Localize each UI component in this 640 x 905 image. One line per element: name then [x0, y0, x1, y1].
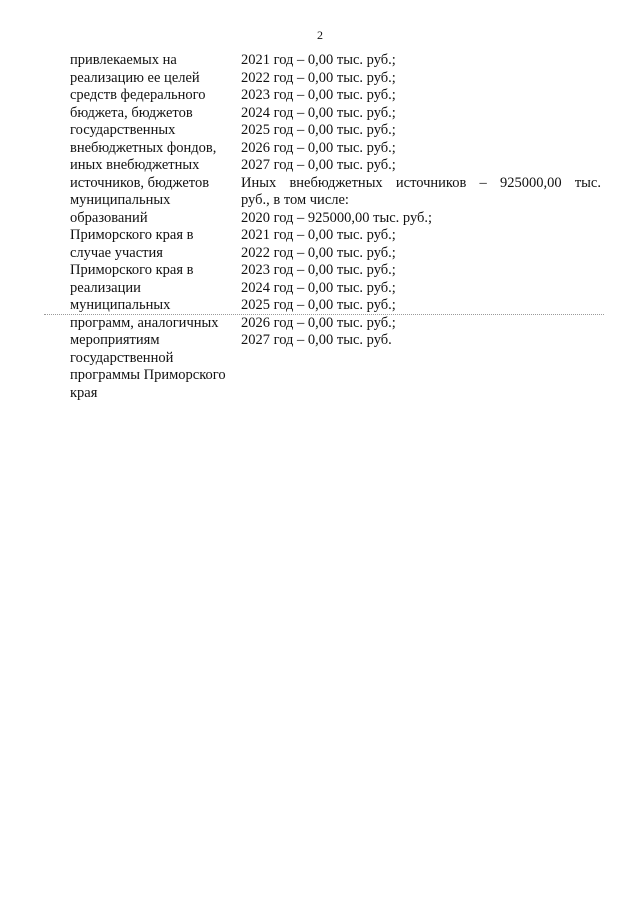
funding-year-line: 2025 год – 0,00 тыс. руб.; — [241, 122, 396, 138]
funding-year-line: 2027 год – 0,00 тыс. руб. — [241, 332, 392, 348]
left-line: мероприятиям — [70, 332, 160, 348]
left-line: программ, аналогичных — [70, 314, 219, 331]
other-sources-word: Иных — [241, 174, 277, 191]
funding-year-line: 2023 год – 0,00 тыс. руб.; — [241, 87, 396, 103]
left-line: средств федерального — [70, 87, 206, 103]
other-sources-word: 925000,00 — [499, 174, 562, 191]
left-line: программы Приморского — [70, 367, 226, 383]
left-line: государственных — [70, 122, 176, 138]
funding-year-line: 2024 год – 0,00 тыс. руб.; — [241, 104, 396, 121]
funding-year-line: 2023 год – 0,00 тыс. руб.; — [241, 262, 396, 278]
other-sources-heading — [241, 175, 601, 193]
funding-year-line: 2026 год – 0,00 тыс. руб.; — [241, 139, 396, 156]
other-sources-word: источников — [395, 174, 467, 191]
left-line: муниципальных — [70, 297, 171, 313]
left-line: привлекаемых на — [70, 52, 177, 68]
left-line: реализацию ее целей — [70, 69, 200, 86]
funding-year-line: 2020 год – 925000,00 тыс. руб.; — [241, 209, 433, 226]
left-line: внебюджетных фондов, — [70, 139, 217, 156]
left-line: иных внебюджетных — [70, 157, 200, 173]
other-sources-word: внебюджетных — [289, 174, 383, 191]
funding-year-line: 2022 год – 0,00 тыс. руб.; — [241, 244, 396, 261]
funding-year-line: 2021 год – 0,00 тыс. руб.; — [241, 227, 396, 243]
funding-year-line: 2026 год – 0,00 тыс. руб.; — [241, 314, 396, 331]
other-sources-word: – — [479, 174, 487, 191]
left-line: края — [70, 384, 98, 401]
funding-year-line: 2022 год – 0,00 тыс. руб.; — [241, 69, 396, 86]
left-line: реализации — [70, 279, 141, 296]
other-sources-continuation: руб., в том числе: — [241, 192, 349, 208]
left-line: государственной — [70, 349, 174, 366]
funding-year-line: 2027 год – 0,00 тыс. руб.; — [241, 157, 396, 173]
left-line: случае участия — [70, 244, 163, 261]
left-line: источников, бюджетов — [70, 174, 210, 191]
left-line: муниципальных — [70, 192, 171, 208]
funding-year-line: 2024 год – 0,00 тыс. руб.; — [241, 279, 396, 296]
left-line: образований — [70, 209, 148, 226]
left-line: Приморского края в — [70, 227, 194, 243]
other-sources-word: тыс. — [574, 174, 601, 191]
funding-year-line: 2025 год – 0,00 тыс. руб.; — [241, 297, 396, 313]
left-line: Приморского края в — [70, 262, 194, 278]
left-column-text — [70, 52, 238, 402]
right-column-text — [241, 52, 601, 350]
page-number: 2 — [317, 28, 323, 42]
left-line: бюджета, бюджетов — [70, 104, 193, 121]
funding-year-line: 2021 год – 0,00 тыс. руб.; — [241, 52, 396, 68]
